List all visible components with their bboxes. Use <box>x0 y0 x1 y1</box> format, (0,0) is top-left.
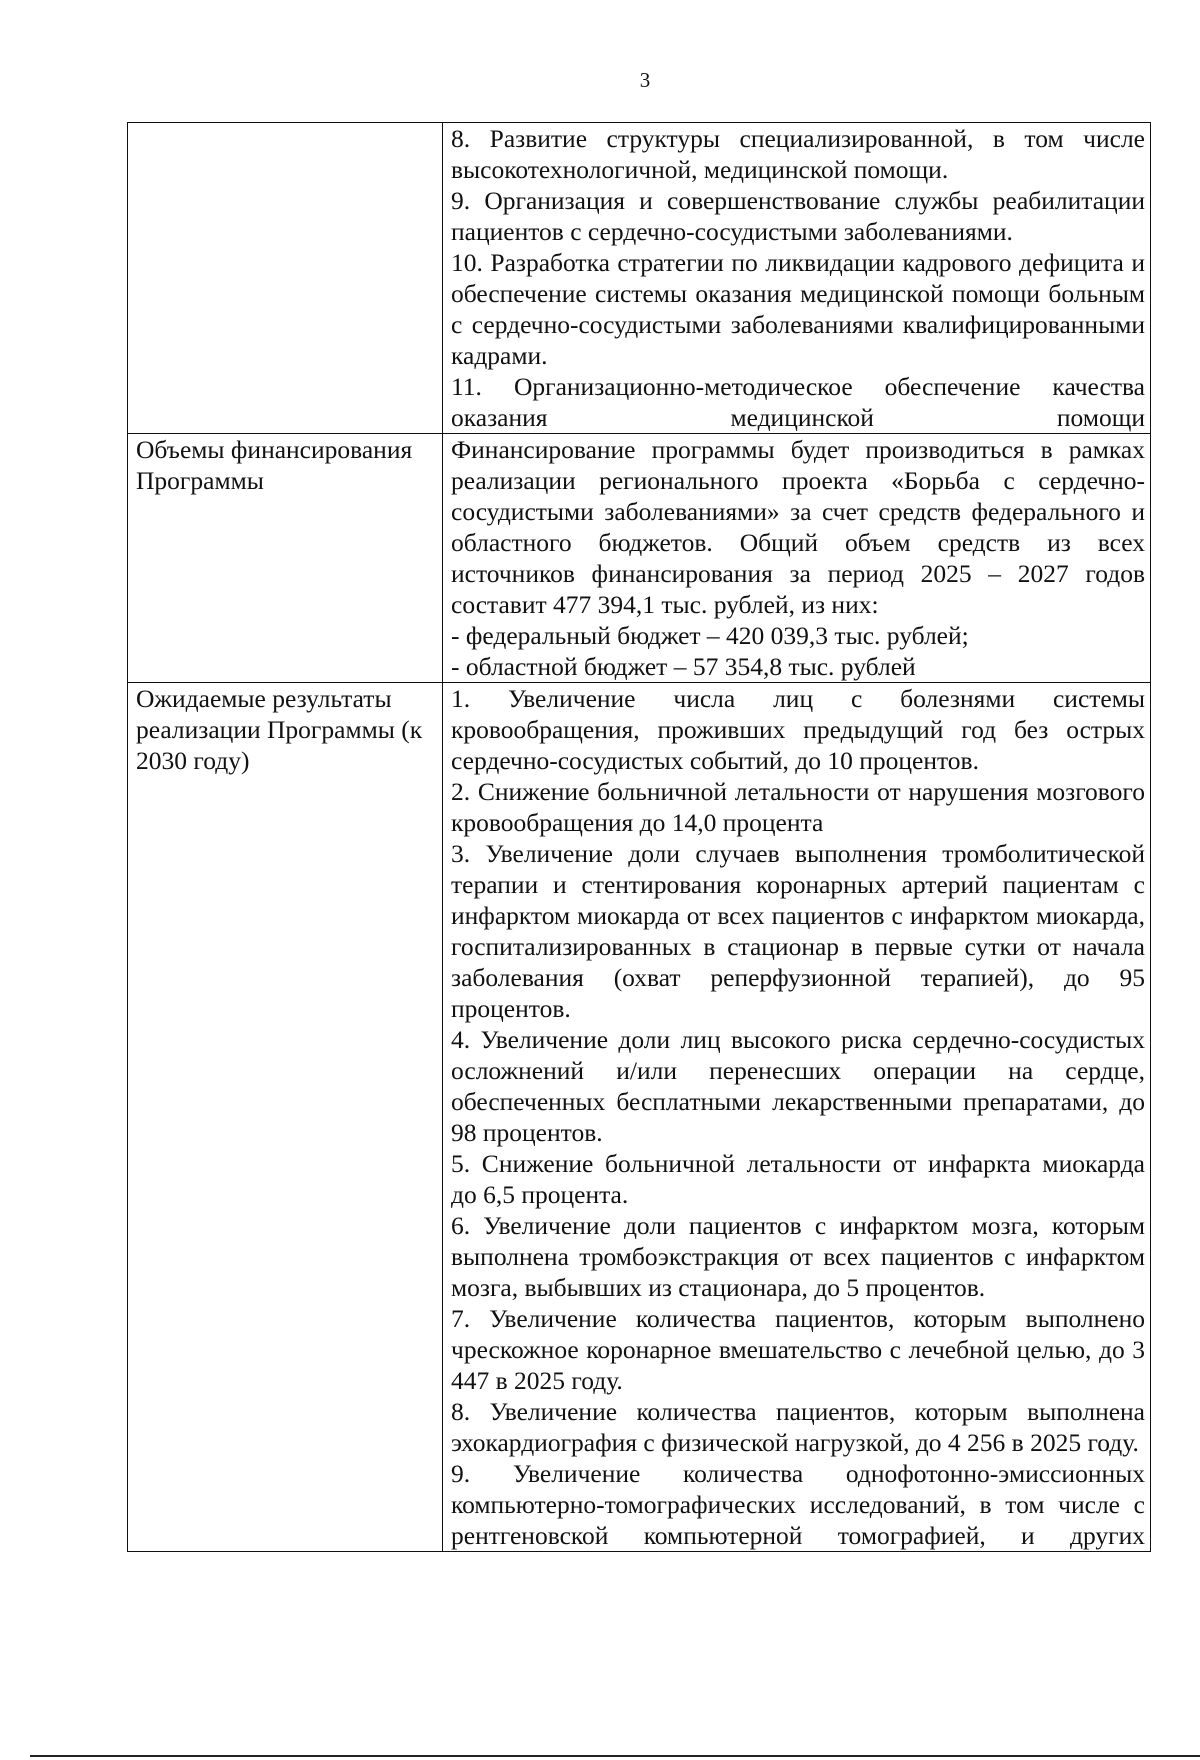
list-item: 10. Разработка стратегии по ликвидации кадрового дефицита и обеспечение системы оказания медицинской помощи больным с сердечно-сосудистыми заболеваниями квалифицированными кадрами. <box>451 248 1145 370</box>
list-item: 11. Организационно-методическое обеспечение качества оказания медицинской помощи <box>451 372 1145 432</box>
list-item: 9. Организация и совершенствование службы реабилитации пациентов с сердечно-сосудистыми заболеваниями. <box>451 186 1145 246</box>
list-item: 3. Увеличение доли случаев выполнения тромболитической терапии и стентирования коронарных артерий пациентам с инфарктом миокарда от всех пациентов с инфарктом миокарда, госпитализированных в стационар в первые сутки от начала заболевания (охват реперфузионной терапией), до 95 процентов. <box>451 839 1145 1023</box>
list-item: 1. Увеличение числа лиц с болезнями системы кровообращения, проживших предыдущий год без острых сердечно-сосудистых событий, до 10 процентов. <box>451 684 1145 775</box>
row-label-cell <box>128 683 443 1552</box>
program-passport-table <box>127 122 1151 1552</box>
page-bottom-rule <box>30 1755 1200 1757</box>
table-row <box>128 434 1151 683</box>
financing-text: Финансирование программы будет производиться в рамках реализации регионального проекта «Борьба с сердечно-сосудистыми заболеваниями» за счет средств федерального и областного бюджетов. Общий объем средств из всех источников финансирования за период 2025 – 2027 годов составит 477 394,1 тыс. рублей, из них: <box>451 435 1145 619</box>
row-content-cell <box>443 434 1151 683</box>
row-label-cell <box>128 123 443 434</box>
list-item: 2. Снижение больничной летальности от нарушения мозгового кровообращения до 14,0 процента <box>451 777 1145 837</box>
list-item: 8. Увеличение количества пациентов, которым выполнена эхокардиография с физической нагрузкой, до 4 256 в 2025 году. <box>451 1397 1145 1457</box>
list-item: 9. Увеличение количества однофотонно-эмиссионных компьютерно-томографических исследований, в том числе с рентгеновской компьютерной томографией, и других <box>451 1459 1145 1550</box>
list-item: - областной бюджет – 57 354,8 тыс. рублей <box>451 652 916 681</box>
list-item: 4. Увеличение доли лиц высокого риска сердечно-сосудистых осложнений и/или перенесших операции на сердце, обеспеченных бесплатными лекарственными препаратами, до 98 процентов. <box>451 1025 1145 1147</box>
table-row <box>128 123 1151 434</box>
table-row <box>128 683 1151 1552</box>
list-item: 7. Увеличение количества пациентов, которым выполнено чрескожное коронарное вмешательство с лечебной целью, до 3 447 в 2025 году. <box>451 1304 1145 1395</box>
row-content-cell <box>443 683 1151 1552</box>
row-label-cell <box>128 434 443 683</box>
list-item: 8. Развитие структуры специализированной, в том числе высокотехнологичной, медицинской помощи. <box>451 124 1145 184</box>
list-item: 6. Увеличение доли пациентов с инфарктом мозга, которым выполнена тромбоэкстракция от всех пациентов с инфарктом мозга, выбывших из стационара, до 5 процентов. <box>451 1211 1145 1302</box>
list-item: 5. Снижение больничной летальности от инфаркта миокарда до 6,5 процента. <box>451 1149 1145 1209</box>
list-item: - федеральный бюджет – 420 039,3 тыс. рублей; <box>451 621 969 650</box>
row-content-cell <box>443 123 1151 434</box>
page-number: 3 <box>639 68 651 92</box>
row-label: Ожидаемые результаты реализации Программы (к 2030 году) <box>136 684 423 775</box>
row-label: Объемы финансирования Программы <box>136 435 413 495</box>
